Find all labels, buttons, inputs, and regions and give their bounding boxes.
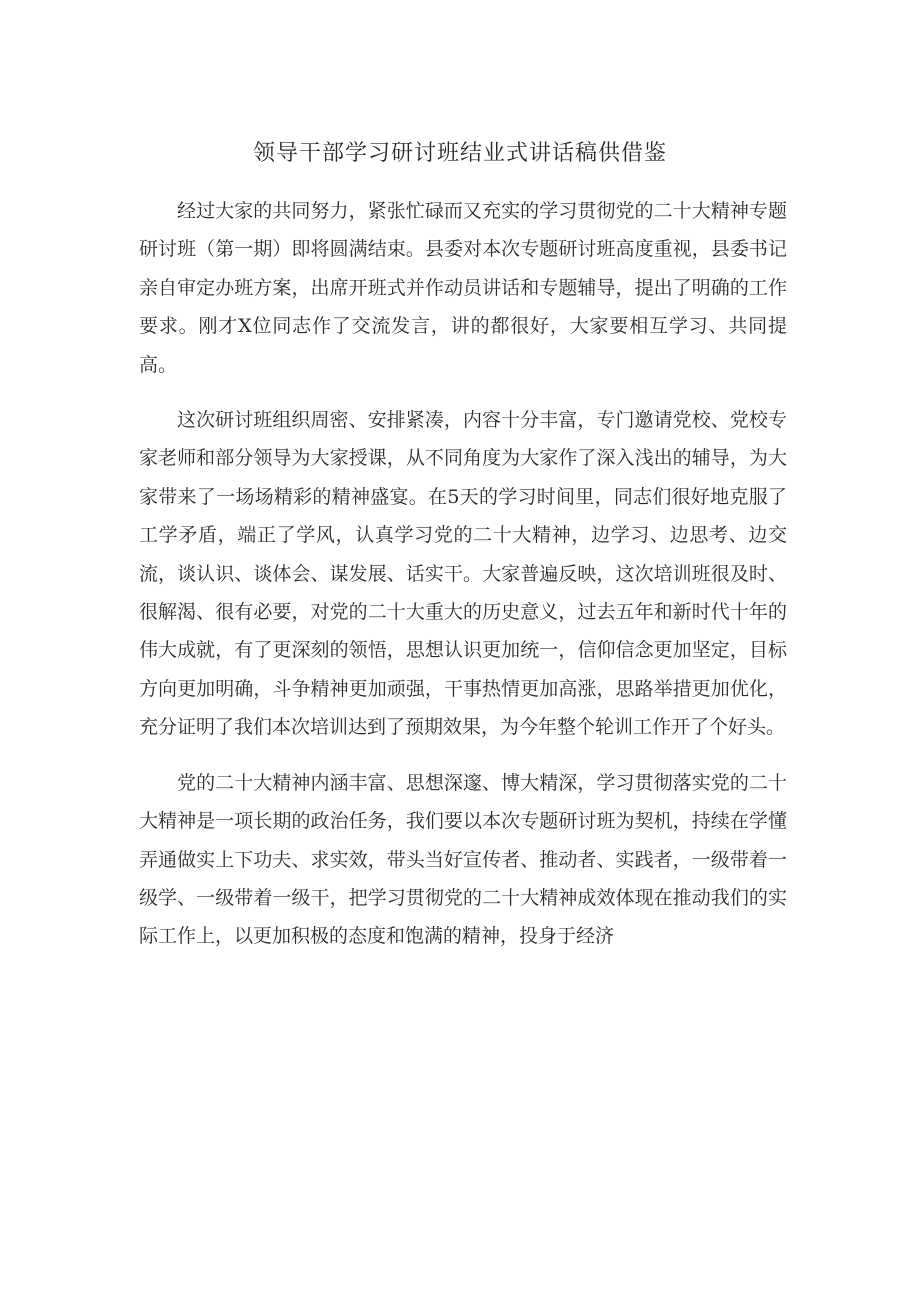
paragraph-2: 这次研讨班组织周密、安排紧凑，内容十分丰富，专门邀请党校、党校专家老师和部分领导为大家授课，从不同角度为大家作了深入浅出的辅导，为大家带来了一场场精彩的精神盛宴。在5天的学习时间里，同志们很好地克服了工学矛盾，端正了学风，认真学习党的二十大精神，边学习、边思考、边交流，谈认识、谈体会、谋发展、话实干。大家普遍反映，这次培训班很及时、很解渴、很有必要，对党的二十大重大的历史意义，过去五年和新时代十年的伟大成就，有了更深刻的领悟，思想认识更加统一，信仰信念更加坚定，目标方向更加明确，斗争精神更加顽强，干事热情更加高涨，思路举措更加优化，充分证明了我们本次培训达到了预期效果，为今年整个轮训工作开了个好头。 bbox=[139, 409, 787, 739]
paragraph-1: 经过大家的共同努力，紧张忙碌而又充实的学习贯彻党的二十大精神专题研讨班（第一期）即将圆满结束。县委对本次专题研讨班高度重视，县委书记亲自审定办班方案，出席开班式并作动员讲话和专题辅导，提出了明确的工作要求。刚才X位同志作了交流发言，讲的都很好，大家要相互学习、共同提高。 bbox=[139, 200, 787, 376]
paragraph-3: 党的二十大精神内涵丰富、思想深邃、博大精深，学习贯彻落实党的二十大精神是一项长期的政治任务，我们要以本次专题研讨班为契机，持续在学懂弄通做实上下功夫、求实效，带头当好宣传者、推动者、实践者，一级带着一级学、一级带着一级干，把学习贯彻党的二十大精神成效体现在推动我们的实际工作上，以更加积极的态度和饱满的精神，投身于经济 bbox=[139, 771, 787, 948]
document-body bbox=[139, 162, 787, 956]
document-title: 领导干部学习研讨班结业式讲话稿供借鉴 bbox=[252, 141, 667, 166]
